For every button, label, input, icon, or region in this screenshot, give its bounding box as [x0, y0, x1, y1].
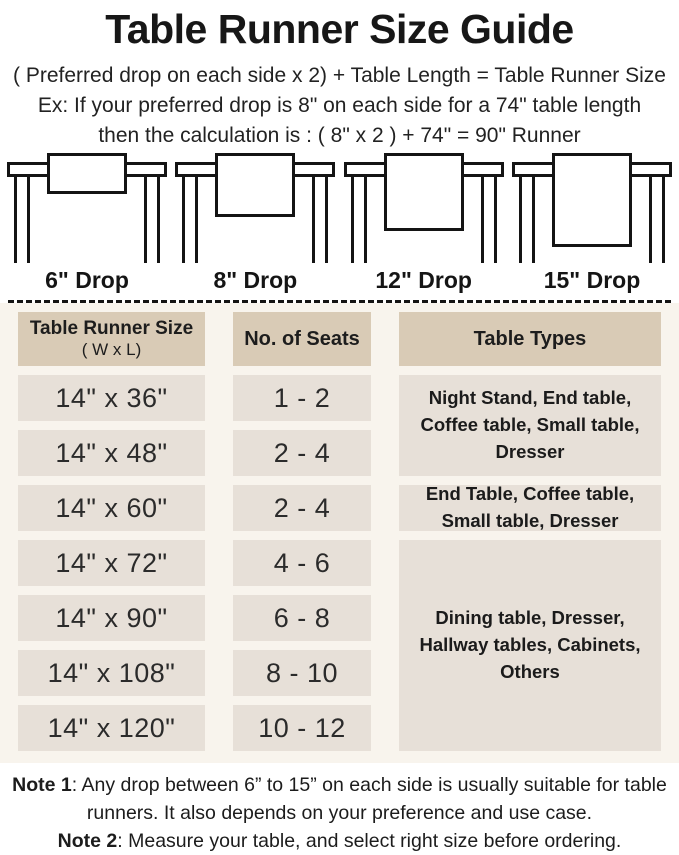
- col-header-runner-size: [18, 312, 205, 366]
- table-leg-right: [144, 175, 160, 263]
- drop-label: 8" Drop: [213, 267, 298, 293]
- seats-cell: 2 - 4: [233, 485, 371, 531]
- runner-graphic: [384, 153, 464, 231]
- size-cell: 14" x 60": [18, 485, 205, 531]
- footnotes: [0, 763, 679, 855]
- col-header-runner-size-subtitle: ( W x L): [81, 340, 142, 359]
- drop-figure-15: [509, 153, 675, 294]
- table-illustration: [344, 153, 504, 263]
- drop-label: 15" Drop: [543, 267, 641, 293]
- note-2: [2, 827, 677, 855]
- drop-figure-6: [4, 153, 170, 294]
- size-cell: 14" x 36": [18, 375, 205, 421]
- example-line-1: Ex: If your preferred drop is 8" on each side for a 74" table length: [37, 94, 642, 117]
- size-cell: 14" x 90": [18, 595, 205, 641]
- table-illustration: [175, 153, 335, 263]
- note-1: [2, 771, 677, 827]
- table-types-cell-large: Dining table, Dresser, Hallway tables, Cabinets, Others: [399, 540, 661, 751]
- runner-graphic: [552, 153, 632, 247]
- note-1-text: : Any drop between 6” to 15” on each side is usually suitable for table runners. It also depends on your preference and use case.: [71, 774, 667, 824]
- size-cell: 14" x 48": [18, 430, 205, 476]
- drop-figure-12: [341, 153, 507, 294]
- table-leg-left: [182, 175, 198, 263]
- table-leg-left: [14, 175, 30, 263]
- col-header-seats: No. of Seats: [233, 312, 371, 366]
- size-cell: 14" x 108": [18, 650, 205, 696]
- seats-cell: 8 - 10: [233, 650, 371, 696]
- drop-label: 12" Drop: [375, 267, 472, 293]
- table-types-cell-medium: End Table, Coffee table, Small table, Dresser: [399, 485, 661, 531]
- drop-label: 6" Drop: [45, 267, 129, 293]
- note-2-label: Note 2: [57, 830, 118, 852]
- drop-figure-8: [172, 153, 338, 294]
- col-header-runner-size-title: Table Runner Size: [29, 318, 194, 339]
- runner-graphic: [47, 153, 127, 194]
- note-1-label: Note 1: [12, 774, 72, 796]
- seats-cell: 2 - 4: [233, 430, 371, 476]
- table-illustration: [7, 153, 167, 263]
- size-cell: 14" x 120": [18, 705, 205, 751]
- seats-cell: 4 - 6: [233, 540, 371, 586]
- seats-cell: 10 - 12: [233, 705, 371, 751]
- col-header-table-types: Table Types: [399, 312, 661, 366]
- example-line-2: then the calculation is : ( 8" x 2 ) + 74" = 90" Runner: [98, 124, 581, 147]
- table-leg-right: [312, 175, 328, 263]
- table-illustration: [512, 153, 672, 263]
- table-leg-left: [351, 175, 367, 263]
- size-guide-table: [0, 303, 679, 763]
- table-leg-left: [519, 175, 535, 263]
- seats-cell: 6 - 8: [233, 595, 371, 641]
- runner-graphic: [215, 153, 295, 217]
- drop-illustrations: [0, 153, 679, 294]
- table-leg-right: [649, 175, 665, 263]
- size-cell: 14" x 72": [18, 540, 205, 586]
- note-2-text: : Measure your table, and select right size before ordering.: [117, 830, 622, 852]
- table-leg-right: [481, 175, 497, 263]
- seats-cell: 1 - 2: [233, 375, 371, 421]
- page-title: Table Runner Size Guide: [105, 6, 574, 52]
- table-types-cell-small: Night Stand, End table, Coffee table, Small table, Dresser: [399, 375, 661, 476]
- formula-text: ( Preferred drop on each side x 2) + Table Length = Table Runner Size: [13, 64, 666, 87]
